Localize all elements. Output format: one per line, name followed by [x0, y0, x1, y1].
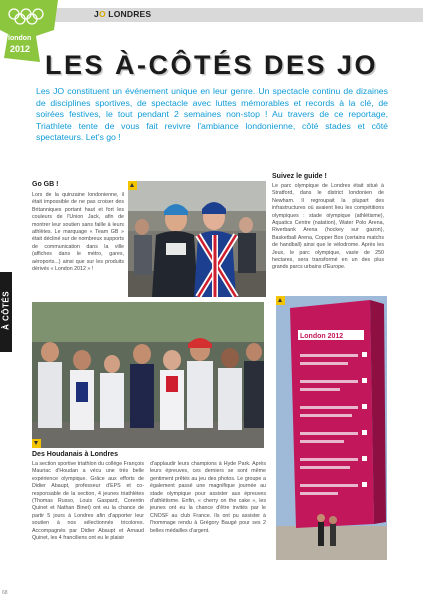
photo-marker-icon	[32, 439, 41, 448]
logo-word: london	[8, 35, 32, 42]
section-text-guide: Le parc olympique de Londres était situé à Stratford, dans le district londonien de Newham. Il regroupait la plupart des infrastructures où avaient lieu les compétitions olympiques : stade olympique (athlétisme), Aquatics Centre (natation), Water Polo Arena, Riverbank Arena (hockey sur gazon), Basketball Arena, Copper Box (certains matchs de handball) ainsi que le vélodrome. Après les Jeux, le parc olympique, vaste de 250 hectares, sera transformé en un des plus grands parcs urbains d'Europe.	[272, 183, 384, 271]
photo-marker-icon	[128, 181, 137, 190]
running-head: JO LONDRES	[94, 9, 152, 19]
page-number: 68	[2, 590, 8, 596]
photo-olympic-park-signpost	[276, 296, 387, 560]
section-title-houdanais: Des Houdanais à Londres	[32, 451, 118, 458]
signpost-banner: London 2012	[300, 333, 344, 340]
intro-paragraph: Les JO constituent un événement unique en leur genre. Un spectacle continu de dizaines de disciplines sportives, de spectacle avec luttes mémorables et records à la clé, de soirées festives, le tout pendant 2 semaines non-stop ! Au travers de ce reportage, Triathlete tente de vous fait revivre l'ambiance londonienne, côté stades et côté spectateurs. Let's go !	[36, 86, 388, 142]
section-text-houdanais-left: La section sportive triathlon du collège François Mauriac d'Houdan a vécu une très belle expérience olympique. Grâce aux efforts de Didier Abaupt, professeur d'EPS et co-responsable de la section, 4 jeunes triathlètes (Thomas Russo, Louis Gaspard, Corentin Quinet et Nathan Binet) ont eu la chance de partir 5 jours à Londres afin d'apporter leur soutien à nos sélectionnés tricolores. Accompagnés par Didier Abaupt et Arnaud Quinet, les 4 franciliens ont eu le plaisir	[32, 461, 144, 542]
page-title: LES À-CÔTÉS DES JO	[44, 50, 379, 80]
photo-houdan-group	[32, 302, 264, 448]
header-bar	[48, 8, 423, 22]
section-side-tab	[0, 272, 12, 352]
section-text-houdanais-right: d'applaudir leurs champions à Hyde Park. Après leurs épreuves, ces derniers se sont même gentiment prêtés au jeu des photos. Le groupe a également passé une magnifique journée au stade olympique pour assister aux épreuves d'athlétisme. Enfin, « cherry on the cake », les jeunes ont eu la chance d'être invités par le CNOSF au club France. Ils ont pu assister à l'hommage rendu à Grégory Baugé pour ses 2 belles médailles d'argent.	[150, 461, 266, 534]
section-title-gogb: Go GB !	[32, 181, 59, 188]
photo-marker-icon	[276, 296, 285, 305]
logo-year: 2012	[10, 44, 31, 54]
side-tab-label: À CÔTÉS	[1, 290, 11, 331]
section-title-guide: Suivez le guide !	[272, 173, 327, 180]
photo-gb-supporters	[128, 181, 266, 297]
section-text-gogb: Lors de la quinzaine londonienne, il était impossible de ne pas croiser des Britanniques portant haut et fort les couleurs de l'Union Jack, afin de montrer leur soutien sans faille à leurs athlètes. Le marquage « Team GB » était décliné sur de nombreux supports de communication dans la ville (affiches dans le métro, gares, aéroports...) ainsi que sur les produits dérivés « London 2012 » !	[32, 192, 124, 273]
